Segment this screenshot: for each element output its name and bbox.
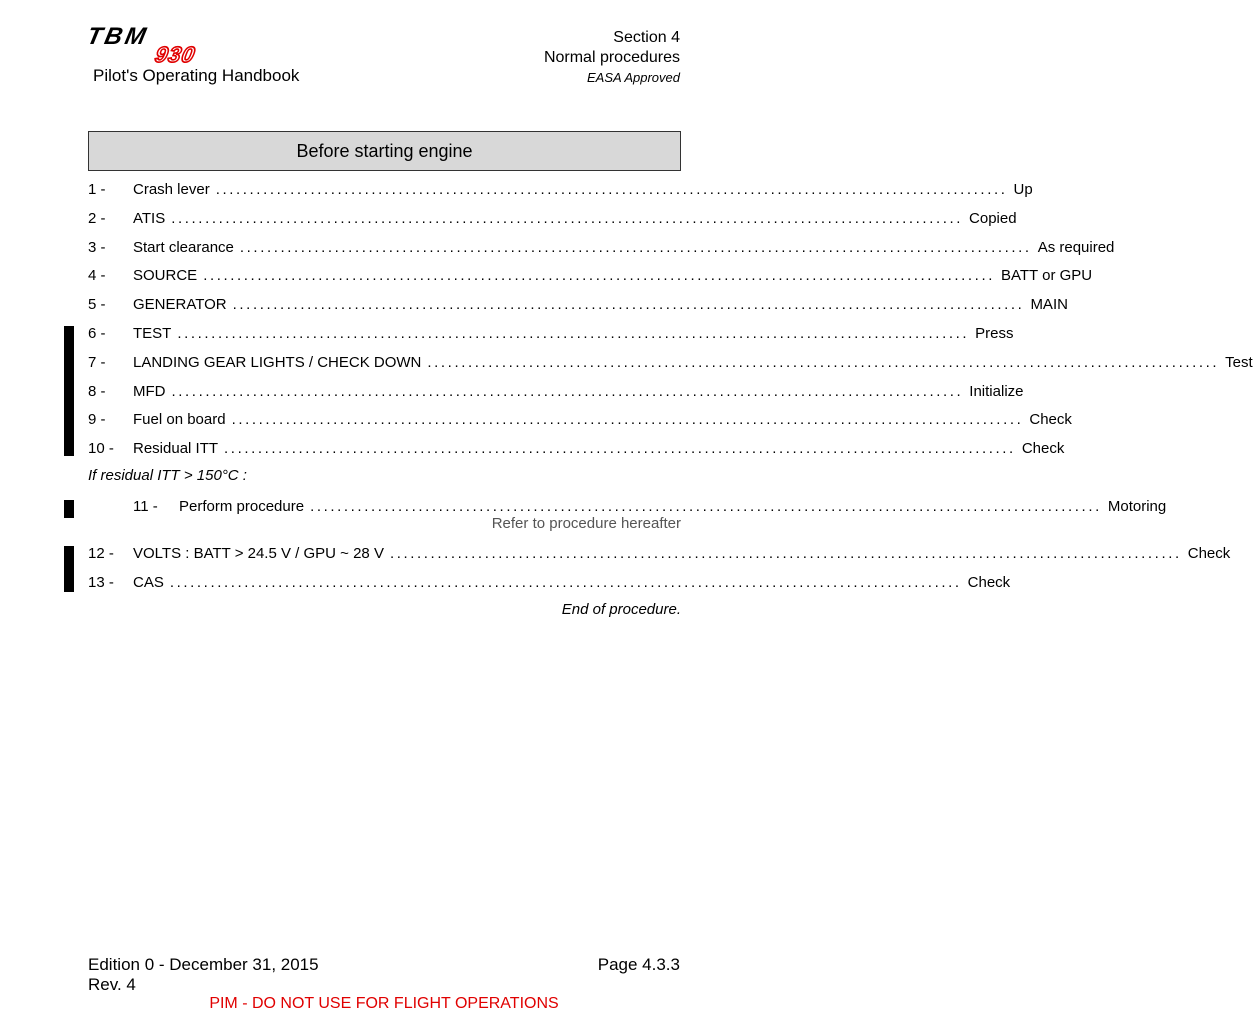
item-label: VOLTS : BATT > 24.5 V / GPU ~ 28 V xyxy=(133,544,384,562)
item-value: Test xyxy=(1225,353,1253,371)
leader-dots: ..................................................................................................................... xyxy=(203,266,995,284)
checklist-item xyxy=(88,408,1072,430)
item-number: 7 - xyxy=(88,353,106,371)
item-value: MAIN xyxy=(1030,295,1068,313)
revision-text: Rev. 4 xyxy=(88,975,136,994)
item-number: 6 - xyxy=(88,324,106,342)
item-value: Check xyxy=(1029,410,1072,428)
leader-dots: ..................................................................................................................... xyxy=(310,497,1102,515)
item-number: 1 - xyxy=(88,180,106,198)
checklist-item xyxy=(88,207,1017,229)
change-bar xyxy=(64,326,74,456)
change-bar xyxy=(64,500,74,518)
leader-dots: ..................................................................................................................... xyxy=(427,353,1220,371)
item-label: TEST xyxy=(133,324,172,342)
item-label: Start clearance xyxy=(133,238,234,256)
item-number: 12 - xyxy=(88,544,114,562)
item-number: 11 - xyxy=(133,497,158,515)
item-value: Up xyxy=(1013,180,1033,198)
procedure-note: Refer to procedure hereafter xyxy=(491,515,681,532)
leader-dots: ..................................................................................................................... xyxy=(232,295,1025,313)
item-value: Check xyxy=(967,573,1011,591)
checklist-item xyxy=(88,322,1014,344)
item-label: MFD xyxy=(133,382,166,400)
leader-dots: ..................................................................................................................... xyxy=(169,573,962,591)
checklist-item xyxy=(88,293,1068,315)
item-number: 13 - xyxy=(88,573,114,591)
section-header xyxy=(544,28,680,88)
item-value: Initialize xyxy=(969,382,1024,400)
item-value: Motoring xyxy=(1107,497,1167,515)
change-bar xyxy=(64,546,74,592)
page-number: Page 4.3.3 xyxy=(597,955,680,974)
checklist-sub-item xyxy=(133,495,1167,517)
svg-text:930: 930 xyxy=(152,42,198,67)
approval-label: EASA Approved xyxy=(587,70,680,85)
checklist-item xyxy=(88,380,1024,402)
item-value: As required xyxy=(1037,238,1115,256)
item-label: CAS xyxy=(133,573,164,591)
tbm-930-logo xyxy=(84,23,238,67)
item-label: LANDING GEAR LIGHTS / CHECK DOWN xyxy=(133,353,422,371)
item-value: Press xyxy=(975,324,1014,342)
leader-dots: ..................................................................................................................... xyxy=(171,382,964,400)
item-number: 4 - xyxy=(88,266,106,284)
procedure-title-box xyxy=(88,131,681,171)
item-number: 3 - xyxy=(88,238,106,256)
item-number: 8 - xyxy=(88,382,106,400)
item-number: 2 - xyxy=(88,209,106,227)
leader-dots: ..................................................................................................................... xyxy=(239,238,1032,256)
footer-edition-block xyxy=(88,955,319,995)
item-label: GENERATOR xyxy=(133,295,227,313)
item-number: 10 - xyxy=(88,439,114,457)
item-label: Crash lever xyxy=(133,180,210,198)
item-value: Check xyxy=(1021,439,1065,457)
item-value: Copied xyxy=(969,209,1017,227)
checklist-item xyxy=(88,571,1011,593)
checklist-item xyxy=(88,542,1231,564)
item-value: Check xyxy=(1187,544,1231,562)
handbook-title: Pilot's Operating Handbook xyxy=(93,66,300,85)
chapter-label: Normal procedures xyxy=(543,49,680,66)
item-number: 9 - xyxy=(88,410,106,428)
leader-dots: ..................................................................................................................... xyxy=(389,544,1182,562)
checklist-item xyxy=(88,264,1093,286)
item-label: SOURCE xyxy=(133,266,198,284)
item-label: Fuel on board xyxy=(133,410,226,428)
procedure-title: Before starting engine xyxy=(296,140,473,161)
leader-dots: ..................................................................................................................... xyxy=(224,439,1016,457)
checklist-item xyxy=(88,236,1115,258)
leader-dots: ..................................................................................................................... xyxy=(177,324,970,342)
condition-text: If residual ITT > 150°C : xyxy=(88,467,247,484)
item-label: Perform procedure xyxy=(179,497,305,515)
leader-dots: ..................................................................................................................... xyxy=(171,209,964,227)
leader-dots: ..................................................................................................................... xyxy=(231,410,1024,428)
item-label: ATIS xyxy=(133,209,166,227)
svg-text:TBM: TBM xyxy=(84,23,152,50)
leader-dots: ..................................................................................................................... xyxy=(215,180,1008,198)
flight-operations-warning: PIM - DO NOT USE FOR FLIGHT OPERATIONS xyxy=(209,995,559,1012)
item-number: 5 - xyxy=(88,295,106,313)
item-label: Residual ITT xyxy=(133,439,219,457)
checklist-item xyxy=(88,351,1253,373)
checklist-item xyxy=(88,437,1065,459)
edition-text: Edition 0 - December 31, 2015 xyxy=(88,955,319,974)
section-label: Section 4 xyxy=(613,29,680,46)
end-of-procedure: End of procedure. xyxy=(561,601,681,618)
item-value: BATT or GPU xyxy=(1000,266,1093,284)
checklist-item xyxy=(88,178,1033,200)
